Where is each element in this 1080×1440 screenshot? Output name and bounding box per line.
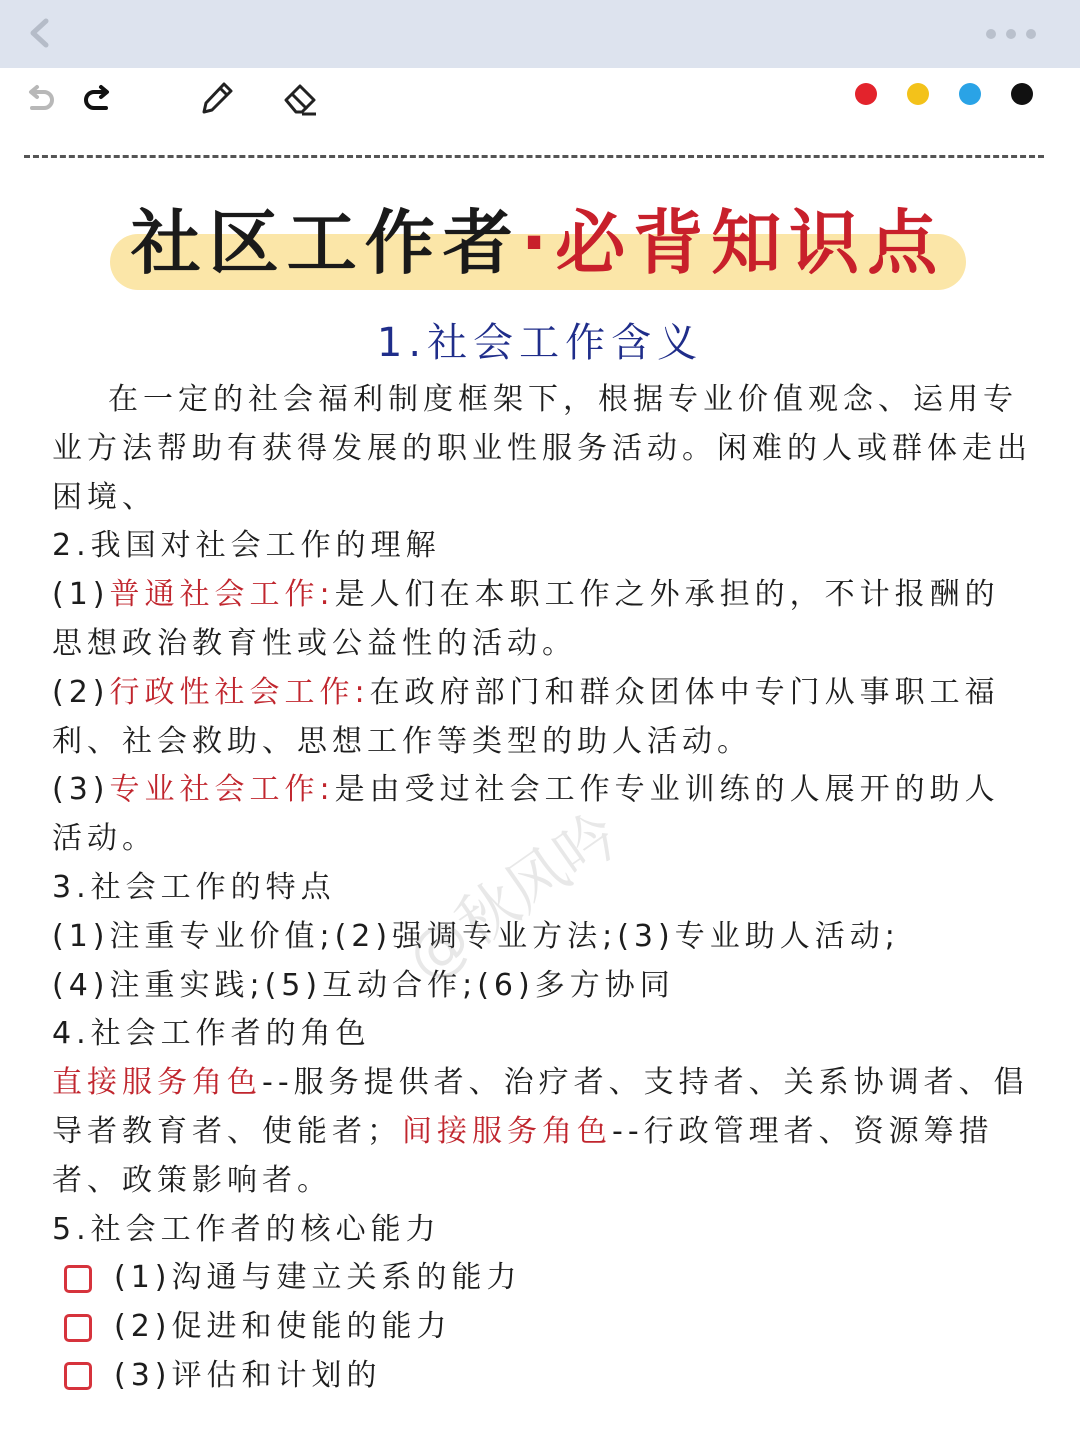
undo-icon[interactable] xyxy=(20,78,60,118)
back-chevron-icon[interactable] xyxy=(22,16,56,50)
indirect-role-term: 间接服务角色 xyxy=(402,1113,612,1149)
section3-heading: 3.社会工作的特点 xyxy=(52,869,336,905)
dashed-divider xyxy=(24,155,1044,158)
watermark: @秋风吟 xyxy=(394,799,632,995)
checklist-item: (3)评估和计划的 xyxy=(52,1352,1032,1401)
color-black-swatch[interactable] xyxy=(1011,83,1033,105)
color-yellow-swatch[interactable] xyxy=(907,83,929,105)
section2-item: (2)行政性社会工作:在政府部门和群众团体中专门从事职工福利、社会救助、思想工作等类型的助人活动。 xyxy=(52,674,1000,759)
checkbox[interactable] xyxy=(64,1265,92,1293)
color-red-swatch[interactable] xyxy=(855,83,877,105)
more-options-icon[interactable] xyxy=(986,29,1036,39)
section2-item: (1)普通社会工作:是人们在本职工作之外承担的，不计报酬的思想政治教育性或公益性的活动。 xyxy=(52,577,1000,661)
color-blue-swatch[interactable] xyxy=(959,83,981,105)
checklist-item: (1)沟通与建立关系的能力 xyxy=(52,1254,1032,1303)
page-title-block xyxy=(110,198,966,290)
section4-roles: 直接服务角色--服务提供者、治疗者、支持者、关系协调者、倡导者教育者、使能者；间接服务角色--行政管理者、资源筹措者、政策影响者。 xyxy=(52,1065,1029,1198)
title-highlight-text: 必背知识点 xyxy=(555,202,946,284)
section4-heading: 4.社会工作者的角色 xyxy=(52,1016,371,1052)
note-body xyxy=(52,376,1032,1401)
page-title xyxy=(110,198,966,288)
title-separator: · xyxy=(520,202,556,284)
section5-heading: 5.社会工作者的核心能力 xyxy=(52,1211,441,1247)
checkbox[interactable] xyxy=(64,1314,92,1342)
checklist-item: (2)促进和使能的能力 xyxy=(52,1303,1032,1352)
section3-line: (4)注重实践;(5)互动合作;(6)多方协同 xyxy=(52,967,675,1003)
top-bar xyxy=(0,0,1080,68)
section3-line: (1)注重专业价值;(2)强调专业方法;(3)专业助人活动; xyxy=(52,918,900,954)
section2-item: (3)专业社会工作:是由受过社会工作专业训练的人展开的助人活动。 xyxy=(52,772,1000,857)
section2-heading: 2.我国对社会工作的理解 xyxy=(52,528,441,564)
section1-heading: 1.社会工作含义 xyxy=(376,320,704,366)
redo-icon[interactable] xyxy=(78,78,118,118)
section1-paragraph: 在一定的社会福利制度框架下，根据专业价值观念、运用专业方法帮助有获得发展的职业性服务活动。闲难的人或群体走出困境、 xyxy=(52,382,1032,515)
title-main: 社区工作者 xyxy=(130,202,521,284)
eraser-icon[interactable] xyxy=(280,78,320,118)
pencil-icon[interactable] xyxy=(196,78,236,118)
direct-role-term: 直接服务角色 xyxy=(52,1065,262,1101)
checkbox[interactable] xyxy=(64,1362,92,1390)
